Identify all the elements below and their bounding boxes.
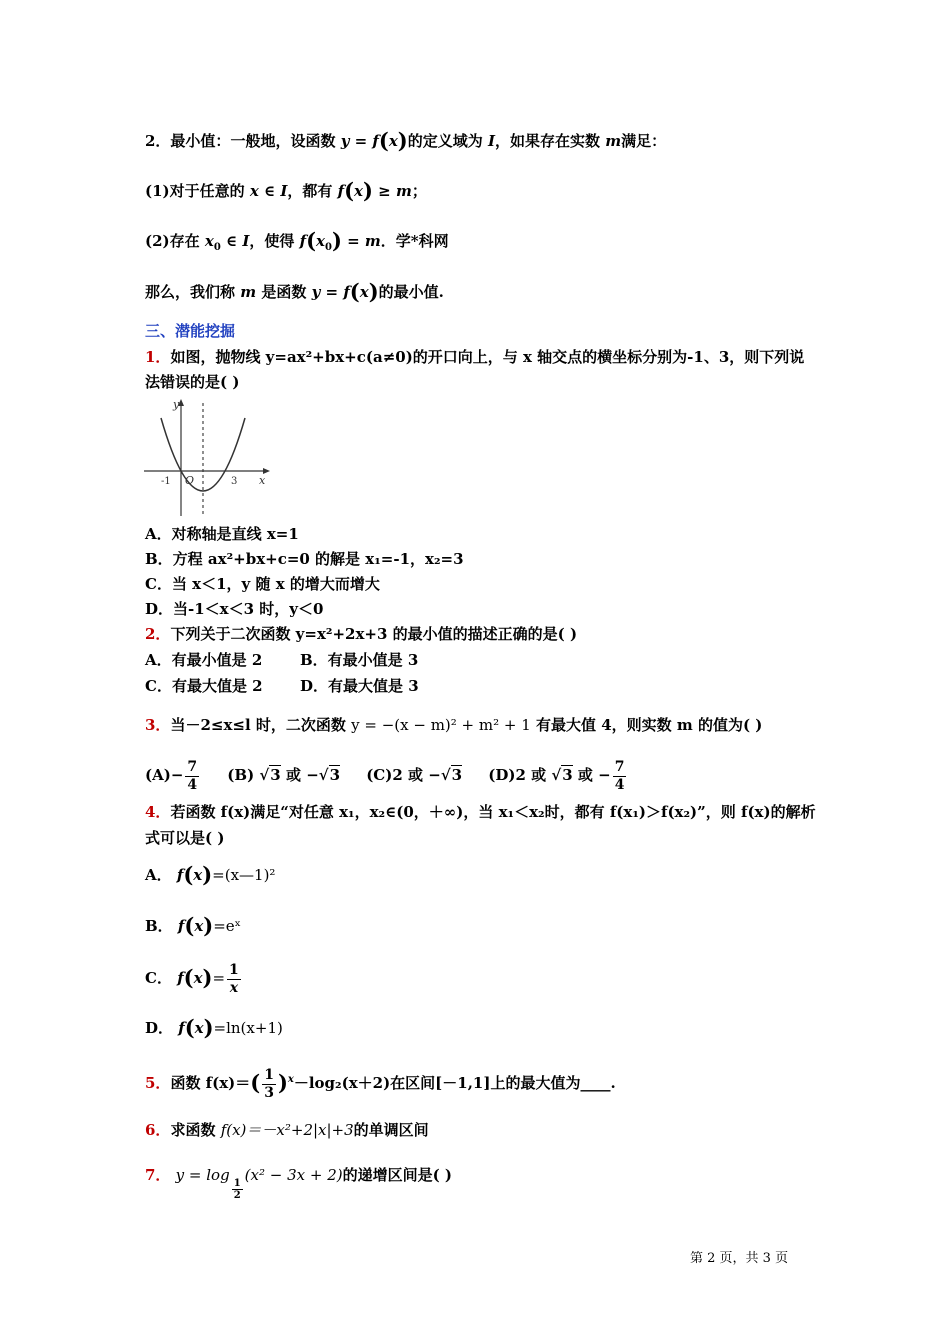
- q7-log: y = log: [175, 1166, 230, 1184]
- parabola-graph: [143, 398, 271, 518]
- question-7: [145, 1160, 452, 1201]
- option-expr: =(x—1)²: [212, 866, 276, 884]
- q6-formula: f(x)＝－x²+2|x|+3: [220, 1121, 354, 1139]
- y-label: y: [173, 398, 180, 411]
- q2-option-b: B．有最小值是 3: [300, 651, 419, 669]
- q3-option-a-label: (A): [145, 766, 171, 784]
- definition-line-4: 那么，我们称 m 是函数 y = f(x)的最小值.: [145, 279, 444, 304]
- neg1-label: -1: [161, 476, 171, 487]
- def-math: f: [337, 182, 345, 200]
- func-name: f: [177, 969, 184, 987]
- def-text: 2．最小值：一般地，设函数: [145, 132, 336, 150]
- question-text: 的递增区间是( ): [342, 1166, 453, 1184]
- fraction-numerator: 7: [187, 758, 198, 775]
- func-name: f: [177, 917, 185, 935]
- def-text: (2)存在: [145, 232, 200, 250]
- def-text: ．学*科网: [380, 232, 449, 250]
- question-text: 求函数: [170, 1121, 216, 1139]
- page-footer: 第 2 页，共 3 页: [690, 1251, 789, 1266]
- q2-option-a: A．有最小值是 2: [145, 651, 263, 669]
- def-math: x: [204, 232, 214, 250]
- func-name: f: [178, 1019, 185, 1037]
- q3-option-d-or: 或: [577, 766, 593, 784]
- log-base: [232, 1178, 243, 1201]
- def-math: y = f: [311, 283, 350, 301]
- func-var: x: [193, 969, 203, 987]
- func-var: x: [193, 866, 203, 884]
- fraction: [613, 759, 627, 794]
- sqrt-radicand: 3: [270, 766, 281, 784]
- question-text: －log₂(x＋2)在区间[－1,1]上的最大值为____.: [293, 1074, 616, 1092]
- def-math: = m: [347, 232, 381, 250]
- fraction-denominator: 2: [233, 1190, 241, 1201]
- def-math: x: [354, 182, 363, 200]
- def-math: m: [240, 283, 257, 301]
- option-label: D．: [145, 1019, 174, 1037]
- fraction-numerator: 1: [233, 1178, 241, 1189]
- fraction: [262, 1067, 276, 1102]
- func-var: x: [194, 917, 204, 935]
- three-label: 3: [231, 476, 238, 487]
- question-text: 函数 f(x)＝: [170, 1074, 251, 1092]
- q3-option-b-label: (B): [227, 766, 255, 784]
- q3-option-d-label: (D): [488, 766, 516, 784]
- fraction: [185, 759, 199, 794]
- option-label: C．: [145, 969, 172, 987]
- question-4-cont: 式可以是( ): [145, 829, 225, 847]
- sqrt-radicand: 3: [562, 766, 573, 784]
- question-number: 7．: [145, 1166, 171, 1184]
- def-text: (1)对于任意的: [145, 182, 245, 200]
- question-number: 6．: [145, 1121, 171, 1139]
- q4-option-d: D． f(x)=ln(x+1): [145, 1015, 283, 1040]
- q3-options: (A)− $\frac{7}{4}$ (B) √3 或 −√3 (C)2 或 −√3 (D)2 或 √3 或 − $\frac{7}{4}$: [145, 758, 625, 793]
- option-expr: =ln(x+1): [213, 1019, 283, 1037]
- def-text: ，使得: [249, 232, 295, 250]
- q1-option-c: C．当 x＜1，y 随 x 的增大而增大: [145, 575, 380, 593]
- q2-option-c: C．有最大值是 2: [145, 677, 263, 695]
- fraction-numerator: 1: [229, 961, 239, 978]
- minus-sign: −: [598, 766, 611, 784]
- def-text: ，如果存在实数: [494, 132, 600, 150]
- fraction-numerator: 1: [264, 1066, 274, 1083]
- def-math: m: [605, 132, 622, 150]
- func-name: f: [176, 866, 184, 884]
- def-math: x: [388, 132, 398, 150]
- def-math: y = f: [340, 132, 379, 150]
- question-number: 2．: [145, 625, 171, 643]
- def-text: ；: [411, 182, 427, 200]
- section-title: 三、潜能挖掘: [145, 322, 236, 340]
- q3-option-d-text: 2 或: [515, 766, 547, 784]
- q3-option-c-text: 2 或: [392, 766, 423, 784]
- def-math: x ∈ I: [249, 182, 288, 200]
- definition-line-2: (1)对于任意的 x ∈ I，都有 f(x) ≥ m；: [145, 178, 427, 203]
- question-text: 当－2≤x≤l 时，二次函数: [170, 716, 346, 734]
- def-math: ∈ I: [226, 232, 250, 250]
- q4-option-b: B． f(x)=eˣ: [145, 913, 242, 938]
- question-number: 3．: [145, 716, 171, 734]
- definition-line-1: 2．最小值：一般地，设函数 y = f(x)的定义域为 I，如果存在实数 m满足：: [145, 128, 667, 153]
- def-text: 满足：: [621, 132, 667, 150]
- q3-option-b-text: 或: [285, 766, 301, 784]
- def-math: f: [299, 232, 307, 250]
- fraction-denominator: x: [229, 979, 239, 996]
- question-text: 如图，抛物线 y=ax²+bx+c(a≠0)的开口向上，与 x 轴交点的横坐标分别为-1、3，则下列说: [170, 348, 805, 366]
- q3-option-c-label: (C): [366, 766, 393, 784]
- def-text: 那么，我们称: [145, 283, 236, 301]
- def-sub: 0: [213, 242, 221, 253]
- option-expr: =eˣ: [213, 917, 242, 935]
- question-text: 的单调区间: [353, 1121, 429, 1139]
- fraction-denominator: 4: [187, 776, 198, 793]
- q1-option-b: B．方程 ax²+bx+c=0 的解是 x₁=-1，x₂=3: [145, 550, 464, 568]
- minus-sign: −: [428, 766, 441, 784]
- q4-option-c: C． f(x)= $\frac{1}{x}$: [145, 961, 239, 996]
- question-5: 5．函数 f(x)＝( $\frac{1}{3}$ )$^x$－log₂(x＋2)在区间[－1,1]上的最大值为____.: [145, 1066, 616, 1101]
- fraction: [227, 962, 241, 997]
- sqrt-radicand: 3: [451, 766, 463, 784]
- question-3: [145, 714, 762, 736]
- equals: =: [212, 969, 226, 987]
- q7-argument: (x² − 3x + 2): [244, 1166, 343, 1184]
- question-6: [145, 1117, 429, 1143]
- x-label: x: [259, 474, 266, 487]
- option-label: B．: [145, 917, 173, 935]
- question-number: 5．: [145, 1074, 171, 1092]
- def-math: x: [316, 232, 325, 250]
- minus-sign: −: [170, 766, 184, 784]
- origin-label: O: [185, 474, 195, 487]
- def-math: ≥ m: [378, 182, 412, 200]
- exponent: x: [287, 1074, 294, 1085]
- q1-option-d: D．当-1＜x＜3 时，y＜0: [145, 600, 324, 618]
- q3-formula: y = −(x − m)² + m² + 1: [351, 716, 531, 734]
- fraction-numerator: 7: [614, 758, 625, 775]
- def-text: ，都有: [287, 182, 333, 200]
- question-text: 若函数 f(x)满足“对任意 x₁，x₂∈(0，＋∞)，当 x₁＜x₂时，都有 f(x₁)＞f(x₂)”，则 f(x)的解析: [170, 803, 816, 821]
- minus-sign: −: [306, 766, 319, 784]
- question-1-cont: 法错误的是( ): [145, 373, 240, 391]
- definition-line-3: (2)存在 $x_0$ ∈ I，使得 $f(x_0) = m$．学*科网: [145, 228, 449, 253]
- q1-option-a: A．对称轴是直线 x=1: [145, 525, 299, 543]
- def-text: 是函数: [261, 283, 307, 301]
- def-sub: 0: [324, 242, 332, 253]
- question-text: 下列关于二次函数 y=x²+2x+3 的最小值的描述正确的是( ): [170, 625, 578, 643]
- question-1: [145, 346, 804, 368]
- def-text: 的最小值.: [378, 283, 444, 301]
- def-math: I: [487, 132, 495, 150]
- question-text: 有最大值 4，则实数 m 的值为( ): [536, 716, 763, 734]
- def-math: x: [359, 283, 369, 301]
- question-number: 1．: [145, 348, 171, 366]
- fraction-denominator: 4: [614, 776, 625, 793]
- question-number: 4．: [145, 803, 171, 821]
- fraction-denominator: 3: [264, 1084, 274, 1101]
- sqrt-radicand: 3: [329, 766, 341, 784]
- q2-option-d: D．有最大值是 3: [300, 677, 419, 695]
- func-var: x: [194, 1019, 204, 1037]
- option-label: A．: [145, 866, 172, 884]
- def-text: 的定义域为: [407, 132, 483, 150]
- q4-option-a: A． f(x)=(x—1)²: [145, 862, 276, 887]
- question-2: [145, 623, 577, 645]
- question-4: [145, 801, 816, 823]
